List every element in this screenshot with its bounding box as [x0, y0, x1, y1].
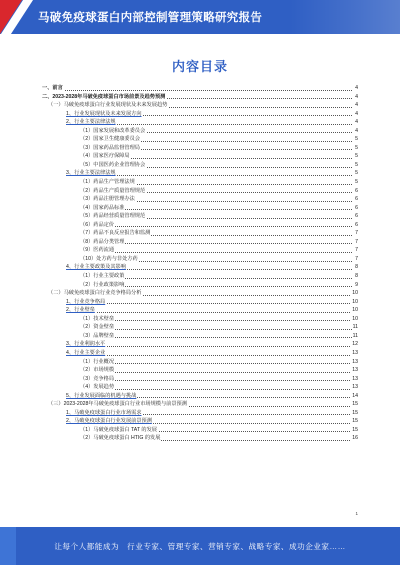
toc-entry-page: 15: [352, 426, 358, 433]
toc-entry-page: 5: [355, 144, 358, 151]
toc-dot-leader: [80, 363, 352, 364]
toc-entry[interactable]: [42, 101, 358, 110]
toc-entry-title: 2、行业主要法律法规: [66, 119, 116, 126]
toc-entry[interactable]: [42, 434, 358, 443]
toc-entry-page: 6: [355, 196, 358, 203]
toc-entry-page: 8: [355, 264, 358, 271]
toc-dot-leader: [66, 346, 352, 347]
toc-entry-title: （2）药品生产质量管理规范: [80, 187, 146, 194]
toc-entry-title: （3）药品注册管理办法: [80, 196, 135, 203]
toc-entry[interactable]: [42, 169, 358, 178]
toc-entry-page: 6: [355, 221, 358, 228]
toc-entry[interactable]: [42, 358, 358, 367]
toc-entry-page: 14: [352, 392, 358, 399]
toc-entry-page: 13: [352, 349, 358, 356]
toc-entry-title: （5）药品经营质量管理规范: [80, 213, 146, 220]
footer-slogan: 让每个人都能成为 行业专家、管理专家、营销专家、战略专家、成功企业家……: [54, 542, 346, 551]
toc-dot-leader: [80, 226, 352, 227]
toc-entry-title: （二）马破免疫球蛋白行业竞争格局分析: [48, 290, 142, 297]
toc-entry-page: 13: [352, 367, 358, 374]
toc-entry-page: 4: [355, 127, 358, 134]
toc-entry-page: 5: [355, 170, 358, 177]
toc-entry-title: （3）国家药品监督管理局: [80, 144, 140, 151]
toc-entry-title: （3）品牌壁垒: [80, 332, 115, 339]
toc-dot-leader: [80, 337, 352, 338]
toc-entry[interactable]: [42, 93, 358, 102]
toc-entry-page: 10: [352, 290, 358, 297]
toc-entry[interactable]: [42, 127, 358, 136]
toc-entry[interactable]: [42, 161, 358, 170]
toc-entry-title: （9）医药流通: [80, 247, 115, 254]
toc-entry-title: （2）市场规模: [80, 367, 115, 374]
toc-entry-title: （1）行业主要政策: [80, 273, 125, 280]
toc-entry[interactable]: [42, 195, 358, 204]
toc-entry-title: （2）行业政策影响: [80, 281, 125, 288]
toc-entry-title: 4、行业主要企业: [66, 349, 106, 356]
toc-entry-page: 15: [352, 409, 358, 416]
toc-entry[interactable]: [42, 289, 358, 298]
toc-entry-page: 4: [355, 93, 358, 100]
toc-entry-page: 7: [355, 255, 358, 262]
toc-entry-page: 10: [352, 315, 358, 322]
toc-dot-leader: [66, 303, 352, 304]
toc-entry[interactable]: [42, 417, 358, 426]
toc-entry-page: 13: [352, 375, 358, 382]
toc-entry-title: （3）竞争格局: [80, 375, 115, 382]
toc-entry-title: （1）药品生产管理法规: [80, 179, 135, 186]
toc-entry[interactable]: [42, 178, 358, 187]
header-banner: [0, 0, 400, 34]
toc-entry-title: （2）马破免疫球蛋白 HTIG 的发展: [80, 435, 161, 442]
toc-entry-page: 5: [355, 179, 358, 186]
toc-entry-page: 4: [355, 119, 358, 126]
toc-dot-leader: [80, 329, 352, 330]
toc-dot-leader: [42, 90, 352, 91]
toc-entry-title: （1）国家发展和改革委员会: [80, 127, 146, 134]
toc-entry-title: （1）技术壁垒: [80, 315, 115, 322]
toc-entry[interactable]: [42, 221, 358, 230]
page-number: 1: [355, 511, 358, 516]
toc-entry-title: 2、马破免疫球蛋白行业发展前景预测: [66, 418, 152, 425]
toc-entry-page: 11: [352, 324, 358, 331]
footer-banner: [0, 527, 400, 565]
toc-entry-title: （10）处方药与非处方药: [80, 255, 138, 262]
toc-entry[interactable]: [42, 272, 358, 281]
toc-entry-title: 4、行业主要政策及其影响: [66, 264, 126, 271]
toc-entry[interactable]: [42, 204, 358, 213]
toc-entry-title: 1、行业竞争格局: [66, 298, 106, 305]
toc-entry-title: （2）资金壁垒: [80, 324, 115, 331]
toc-entry[interactable]: [42, 238, 358, 247]
toc-entry-page: 15: [352, 401, 358, 408]
toc-entry[interactable]: [42, 332, 358, 341]
toc-entry-page: 8: [355, 273, 358, 280]
toc-dot-leader: [80, 380, 352, 381]
toc-entry[interactable]: [42, 281, 358, 290]
toc-heading: 内容目录: [171, 59, 228, 74]
toc-entry[interactable]: [42, 110, 358, 119]
toc-entry[interactable]: [42, 323, 358, 332]
toc-entry-title: （4）发展趋势: [80, 384, 115, 391]
toc-entry-title: （4）国家药品标准: [80, 204, 125, 211]
toc-entry[interactable]: [42, 246, 358, 255]
toc-entry-page: 9: [355, 281, 358, 288]
toc-dot-leader: [66, 355, 352, 356]
toc-entry-page: 4: [355, 110, 358, 117]
toc-entry-title: （5）中国医药企业管理协会: [80, 161, 146, 168]
toc-entry-title: （4）国家医疗保障局: [80, 153, 130, 160]
toc-entry[interactable]: [42, 298, 358, 307]
toc-entry[interactable]: [42, 366, 358, 375]
toc-entry-page: 13: [352, 384, 358, 391]
toc-entry-page: 5: [355, 161, 358, 168]
toc-entry-title: 二、2023-2028年马破免疫球蛋白市场前景及趋势预测: [42, 93, 166, 100]
toc-entry-title: （1）马破免疫球蛋白 TAT 的发展: [80, 426, 157, 433]
toc-entry-page: 4: [355, 85, 358, 91]
toc-entry-title: 1、行业发展现状及未来发展方向: [66, 110, 142, 117]
toc-dot-leader: [80, 320, 352, 321]
toc-entry[interactable]: [42, 229, 358, 238]
toc-entry[interactable]: [42, 349, 358, 358]
toc-entry[interactable]: [42, 118, 358, 127]
toc-entry-page: 6: [355, 187, 358, 194]
toc-entry-page: 10: [352, 307, 358, 314]
toc-entry-title: 3、行业利润水平: [66, 341, 106, 348]
toc-entry[interactable]: [42, 426, 358, 435]
toc-entry[interactable]: [42, 187, 358, 196]
toc-entry-title: （2）国家卫生健康委员会: [80, 136, 140, 143]
toc-entry-page: 12: [352, 341, 358, 348]
toc-entry[interactable]: [42, 400, 358, 409]
toc-entry[interactable]: [42, 212, 358, 221]
toc-entry[interactable]: [42, 383, 358, 392]
toc-entry-page: 5: [355, 136, 358, 143]
toc-entry-title: （1）行业概况: [80, 358, 115, 365]
toc-entry[interactable]: [42, 84, 358, 93]
toc-entry-title: （8）药品分类管理: [80, 238, 125, 245]
toc-dot-leader: [80, 372, 352, 373]
toc-dot-leader: [80, 389, 352, 390]
toc-entry[interactable]: [42, 375, 358, 384]
toc-dot-leader: [80, 252, 352, 253]
toc-entry-title: 2、行业壁垒: [66, 307, 95, 314]
toc-entry-title: 3、行业主要法律法规: [66, 170, 116, 177]
toc-entry-page: 5: [355, 153, 358, 160]
toc-entry-title: （6）药品定价: [80, 221, 115, 228]
toc-entry-page: 10: [352, 298, 358, 305]
toc-entry[interactable]: [42, 255, 358, 264]
report-title: 马破免疫球蛋白内部控制管理策略研究报告: [38, 12, 263, 24]
toc-entry-title: （三）2023-2028年马破免疫球蛋白行业市场规模与前景预测: [48, 401, 187, 408]
toc-entry-page: 7: [355, 230, 358, 237]
toc-entry-title: （7）药品不良反应报告和监测: [80, 230, 151, 237]
toc-entry-title: 一、前言: [42, 85, 63, 91]
toc-entry[interactable]: [42, 340, 358, 349]
toc-entry-page: 13: [352, 358, 358, 365]
toc-entry-page: 4: [355, 102, 358, 109]
toc-entry-page: 6: [355, 204, 358, 211]
toc-dot-leader: [66, 312, 352, 313]
table-of-contents: [42, 84, 358, 443]
toc-entry-title: 5、行业发展面临的机遇与挑战: [66, 392, 137, 399]
toc-entry[interactable]: [42, 135, 358, 144]
toc-entry-page: 15: [352, 418, 358, 425]
toc-entry[interactable]: [42, 144, 358, 153]
toc-entry-title: （一）马破免疫球蛋白行业发展现状及未来发展趋势: [48, 102, 168, 109]
toc-entry-title: 1、马破免疫球蛋白行业市场需求: [66, 409, 142, 416]
toc-entry-page: 7: [355, 247, 358, 254]
toc-entry[interactable]: [42, 152, 358, 161]
toc-entry-page: 16: [352, 435, 358, 442]
toc-entry[interactable]: [42, 392, 358, 401]
toc-entry-page: 6: [355, 213, 358, 220]
toc-entry[interactable]: [42, 409, 358, 418]
toc-entry[interactable]: [42, 263, 358, 272]
toc-entry[interactable]: [42, 315, 358, 324]
toc-entry-page: 7: [355, 238, 358, 245]
toc-entry[interactable]: [42, 306, 358, 315]
toc-entry-page: 11: [352, 332, 358, 339]
